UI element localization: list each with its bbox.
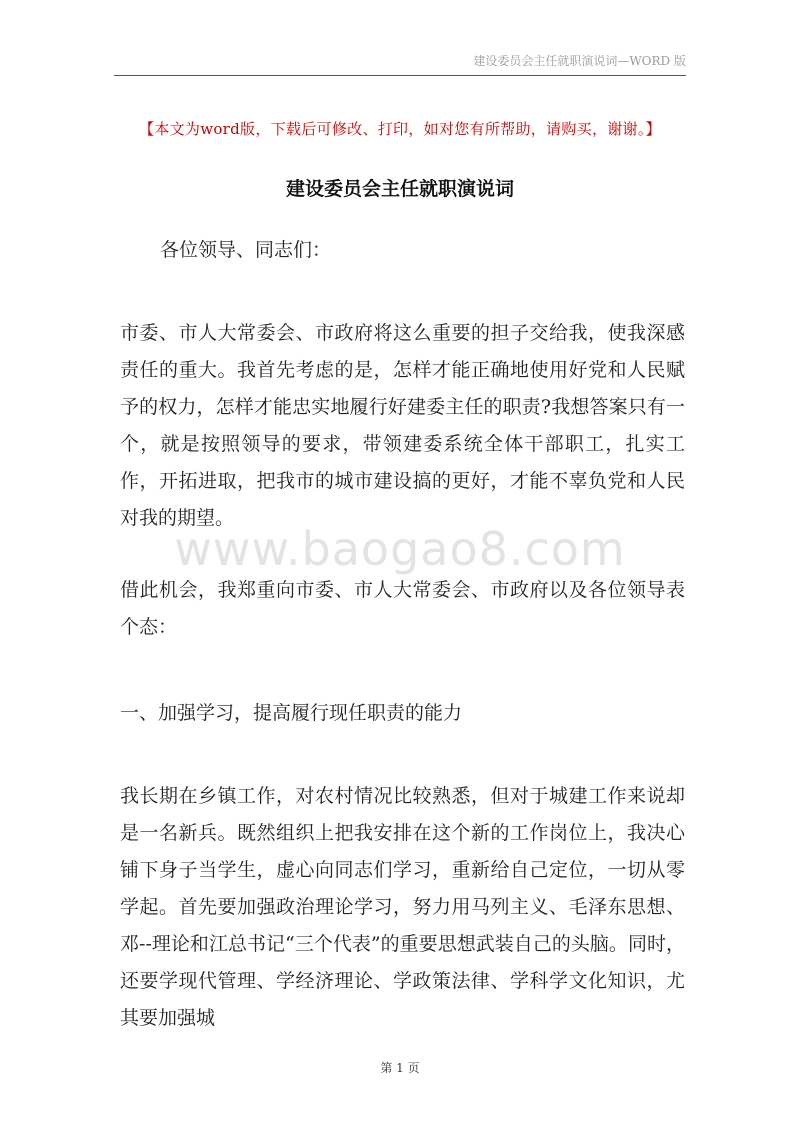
document-title: 建设委员会主任就职演说词 [285, 178, 514, 200]
paragraph-3: 我长期在乡镇工作，对农村情况比较熟悉，但对于城建工作来说却是一名新兵。既然组织上把我安排在这个新的工作岗位上，我决心铺下身子当学生，虚心向同志们学习，重新给自己定位，一切从零学起。首先要加强政治理论学习，努力用马列主义、毛泽东思想、邓--理论和江总书记“三个代表”的重要思想武装自己的头脑。同时，还要学现代管理、学经济理论、学政策法律、学科学文化知识，尤其要加强城 [120, 785, 685, 1029]
section-heading-1: 一、加强学习，提高履行现任职责的能力 [120, 702, 463, 724]
purchase-notice: 【本文为word版，下载后可修改、打印，如对您有所帮助，请购买，谢谢。】 [139, 120, 661, 138]
greeting: 各位领导、同志们： [160, 239, 332, 261]
header-divider [114, 75, 686, 76]
watermark: www.baogao8.com [174, 522, 626, 576]
page-number: 第 1 页 [380, 1061, 420, 1075]
paragraph-1: 市委、市人大常委会、市政府将这么重要的担子交给我，使我深感责任的重大。我首先考虑的是，怎样才能正确地使用好党和人民赋予的权力，怎样才能忠实地履行好建委主任的职责?我想答案只有一个，就是按照领导的要求，带领建委系统全体干部职工，扎实工作，开拓进取，把我市的城市建设搞的更好，才能不辜负党和人民对我的期望。 [120, 322, 685, 529]
running-header: 建设委员会主任就职演说词—WORD 版 [473, 54, 686, 68]
paragraph-2: 借此机会，我郑重向市委、市人大常委会、市政府以及各位领导表个态： [120, 579, 685, 638]
